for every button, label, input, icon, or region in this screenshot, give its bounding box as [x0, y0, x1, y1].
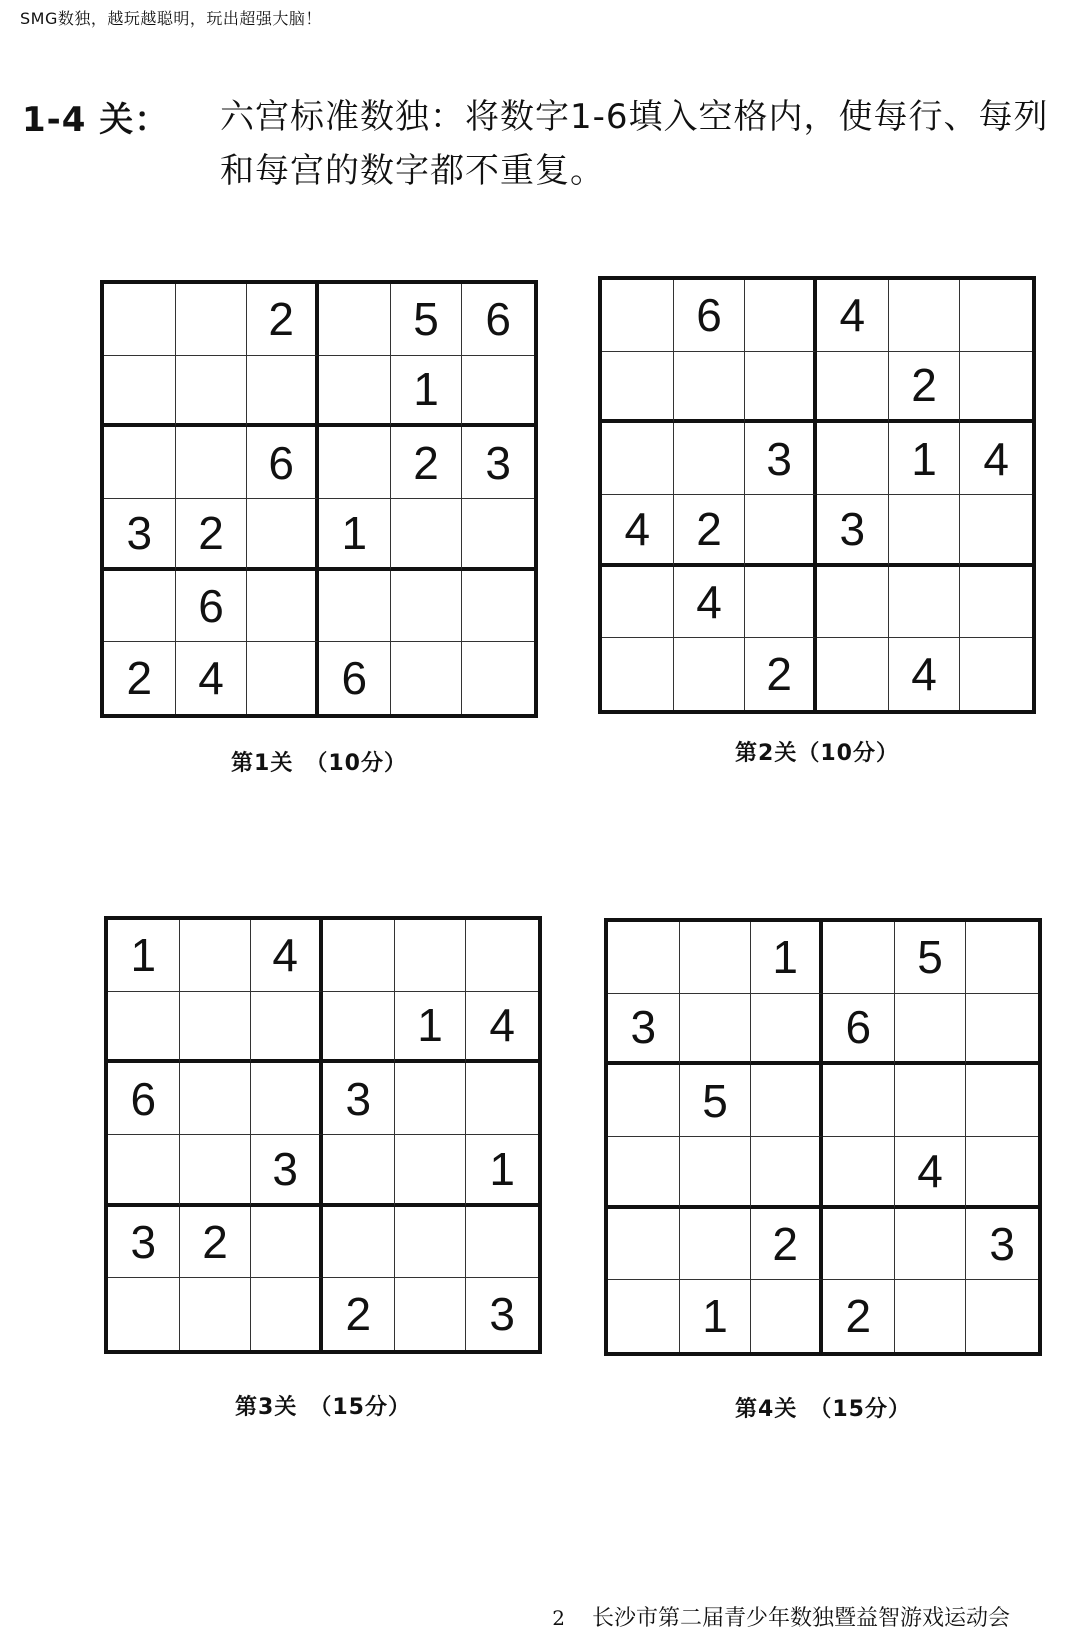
- empty-cell[interactable]: [395, 1207, 467, 1279]
- sudoku-grid-4: [604, 918, 1042, 1356]
- given-cell: 2: [104, 642, 176, 714]
- empty-cell[interactable]: [817, 352, 889, 424]
- given-cell: 2: [745, 638, 817, 710]
- empty-cell[interactable]: [745, 280, 817, 352]
- given-cell: 1: [108, 920, 180, 992]
- given-cell: 3: [489, 1288, 515, 1341]
- empty-cell[interactable]: [395, 920, 467, 992]
- empty-cell[interactable]: [889, 280, 961, 352]
- given-cell: 2: [247, 284, 319, 356]
- empty-cell[interactable]: [817, 638, 889, 710]
- empty-cell[interactable]: [108, 992, 180, 1064]
- given-cell: 2: [176, 499, 248, 571]
- empty-cell[interactable]: [817, 423, 889, 495]
- given-cell: 2: [823, 1280, 895, 1352]
- empty-cell[interactable]: [823, 1065, 895, 1137]
- empty-cell[interactable]: [319, 427, 391, 499]
- given-cell: 6: [176, 571, 248, 643]
- puzzle-caption-2: 第2关（10分）: [735, 741, 899, 766]
- empty-cell[interactable]: [966, 1065, 1038, 1137]
- empty-cell[interactable]: [745, 352, 817, 424]
- empty-cell[interactable]: [895, 1280, 967, 1352]
- empty-cell[interactable]: [180, 1278, 252, 1350]
- empty-cell[interactable]: [966, 994, 1038, 1066]
- given-cell: 2: [889, 352, 961, 424]
- given-cell: 6: [247, 427, 319, 499]
- empty-cell[interactable]: [608, 922, 680, 994]
- empty-cell[interactable]: [674, 423, 746, 495]
- given-cell: 3: [104, 499, 176, 571]
- empty-cell[interactable]: [104, 284, 176, 356]
- given-cell: 1: [466, 1135, 538, 1207]
- empty-cell[interactable]: [966, 1280, 1038, 1352]
- empty-cell[interactable]: [823, 1137, 895, 1209]
- given-cell: 4: [176, 642, 248, 714]
- given-cell: 4: [674, 567, 746, 639]
- given-cell: 3: [323, 1063, 395, 1135]
- empty-cell[interactable]: [817, 567, 889, 639]
- empty-cell[interactable]: [674, 638, 746, 710]
- empty-cell[interactable]: [176, 427, 248, 499]
- empty-cell[interactable]: [462, 499, 534, 571]
- sudoku-grid-2: [598, 276, 1036, 714]
- empty-cell[interactable]: [391, 642, 463, 714]
- empty-cell[interactable]: [966, 1137, 1038, 1209]
- given-cell: 3: [745, 423, 817, 495]
- empty-cell[interactable]: [462, 642, 534, 714]
- empty-cell[interactable]: [108, 1135, 180, 1207]
- empty-cell[interactable]: [745, 495, 817, 567]
- given-cell: 1: [319, 499, 391, 571]
- level-label: 1-4 关：: [22, 100, 170, 140]
- empty-cell[interactable]: [895, 1209, 967, 1281]
- empty-cell[interactable]: [466, 1063, 538, 1135]
- empty-cell[interactable]: [319, 571, 391, 643]
- empty-cell[interactable]: [674, 352, 746, 424]
- page-footer: [552, 1601, 1010, 1632]
- given-cell: 5: [680, 1065, 752, 1137]
- empty-cell[interactable]: [395, 1063, 467, 1135]
- given-cell: 3: [462, 427, 534, 499]
- empty-cell[interactable]: [680, 994, 752, 1066]
- empty-cell[interactable]: [176, 284, 248, 356]
- given-cell: 6: [674, 280, 746, 352]
- empty-cell[interactable]: [608, 1280, 680, 1352]
- given-cell: 4: [251, 920, 323, 992]
- given-cell: 4: [817, 280, 889, 352]
- given-cell: 2: [751, 1209, 823, 1281]
- empty-cell[interactable]: [602, 567, 674, 639]
- given-cell: 2: [180, 1207, 252, 1279]
- page-number: 2: [552, 1606, 565, 1630]
- empty-cell[interactable]: [251, 1063, 323, 1135]
- given-cell: 1: [395, 992, 467, 1064]
- given-cell: 4: [895, 1137, 967, 1209]
- empty-cell[interactable]: [391, 499, 463, 571]
- given-cell: 1: [391, 356, 463, 428]
- sudoku-grid-1: [100, 280, 538, 718]
- puzzle-caption-3: 第3关 （15分）: [235, 1395, 411, 1420]
- empty-cell[interactable]: [751, 1280, 823, 1352]
- empty-cell[interactable]: [251, 992, 323, 1064]
- empty-cell[interactable]: [395, 1135, 467, 1207]
- header-note: SMG数独，越玩越聪明，玩出超强大脑！: [20, 9, 322, 28]
- empty-cell[interactable]: [889, 495, 961, 567]
- empty-cell[interactable]: [680, 1209, 752, 1281]
- given-cell: 4: [602, 495, 674, 567]
- empty-cell[interactable]: [108, 1278, 180, 1350]
- empty-cell[interactable]: [823, 1209, 895, 1281]
- empty-cell[interactable]: [745, 567, 817, 639]
- empty-cell[interactable]: [889, 567, 961, 639]
- empty-cell[interactable]: [602, 638, 674, 710]
- given-cell: 3: [966, 1209, 1038, 1281]
- empty-cell[interactable]: [602, 280, 674, 352]
- given-cell: 4: [889, 638, 961, 710]
- puzzle-caption-4: 第4关 （15分）: [735, 1397, 911, 1422]
- empty-cell[interactable]: [251, 1207, 323, 1279]
- empty-cell[interactable]: [960, 352, 1032, 424]
- empty-cell[interactable]: [104, 427, 176, 499]
- empty-cell[interactable]: [960, 280, 1032, 352]
- empty-cell[interactable]: [391, 571, 463, 643]
- empty-cell[interactable]: [960, 495, 1032, 567]
- given-cell: 2: [674, 495, 746, 567]
- empty-cell[interactable]: [608, 1065, 680, 1137]
- empty-cell[interactable]: [466, 1207, 538, 1279]
- event-name: 长沙市第二届青少年数独暨益智游戏运动会: [591, 1606, 1010, 1631]
- empty-cell[interactable]: [608, 1137, 680, 1209]
- empty-cell[interactable]: [251, 1278, 323, 1350]
- empty-cell[interactable]: [895, 994, 967, 1066]
- empty-cell[interactable]: [462, 571, 534, 643]
- empty-cell[interactable]: [319, 356, 391, 428]
- given-cell: 6: [823, 994, 895, 1066]
- given-cell: 6: [319, 642, 391, 714]
- instruction-text: 六宫标准数独：将数字1-6填入空格内，使每行、每列和每宫的数字都不重复。: [220, 97, 1049, 191]
- empty-cell[interactable]: [466, 920, 538, 992]
- empty-cell[interactable]: [176, 356, 248, 428]
- empty-cell[interactable]: [960, 638, 1032, 710]
- empty-cell[interactable]: [247, 499, 319, 571]
- given-cell: 1: [680, 1280, 752, 1352]
- empty-cell[interactable]: [323, 1207, 395, 1279]
- given-cell: 2: [323, 1278, 395, 1350]
- empty-cell[interactable]: [180, 992, 252, 1064]
- given-cell: 3: [108, 1207, 180, 1279]
- empty-cell[interactable]: [247, 571, 319, 643]
- empty-cell[interactable]: [608, 1209, 680, 1281]
- empty-cell[interactable]: [751, 1065, 823, 1137]
- empty-cell[interactable]: [323, 920, 395, 992]
- empty-cell[interactable]: [602, 423, 674, 495]
- empty-cell[interactable]: [751, 994, 823, 1066]
- empty-cell[interactable]: [895, 1065, 967, 1137]
- given-cell: 5: [391, 284, 463, 356]
- given-cell: 5: [895, 922, 967, 994]
- given-cell: 1: [751, 922, 823, 994]
- empty-cell[interactable]: [680, 1137, 752, 1209]
- given-cell: 2: [391, 427, 463, 499]
- sudoku-grid-3: [104, 916, 542, 1354]
- empty-cell[interactable]: [323, 1135, 395, 1207]
- empty-cell[interactable]: [247, 642, 319, 714]
- empty-cell[interactable]: [823, 922, 895, 994]
- empty-cell[interactable]: [960, 567, 1032, 639]
- given-cell: 1: [889, 423, 961, 495]
- given-cell: 3: [608, 994, 680, 1066]
- given-cell: 3: [817, 495, 889, 567]
- given-cell: 3: [251, 1135, 323, 1207]
- empty-cell[interactable]: [104, 571, 176, 643]
- empty-cell[interactable]: [180, 1135, 252, 1207]
- puzzle-caption-1: 第1关 （10分）: [231, 751, 407, 776]
- given-cell: 4: [466, 992, 538, 1064]
- empty-cell[interactable]: [247, 356, 319, 428]
- empty-cell[interactable]: [323, 992, 395, 1064]
- empty-cell[interactable]: [462, 356, 534, 428]
- empty-cell[interactable]: [180, 1063, 252, 1135]
- given-cell: 6: [108, 1063, 180, 1135]
- empty-cell[interactable]: [180, 920, 252, 992]
- given-cell: 4: [960, 423, 1032, 495]
- empty-cell[interactable]: [751, 1137, 823, 1209]
- empty-cell[interactable]: [602, 352, 674, 424]
- empty-cell[interactable]: [680, 922, 752, 994]
- empty-cell[interactable]: [104, 356, 176, 428]
- empty-cell[interactable]: [395, 1278, 467, 1350]
- given-cell: 6: [462, 284, 534, 356]
- empty-cell[interactable]: [966, 922, 1038, 994]
- empty-cell[interactable]: [319, 284, 391, 356]
